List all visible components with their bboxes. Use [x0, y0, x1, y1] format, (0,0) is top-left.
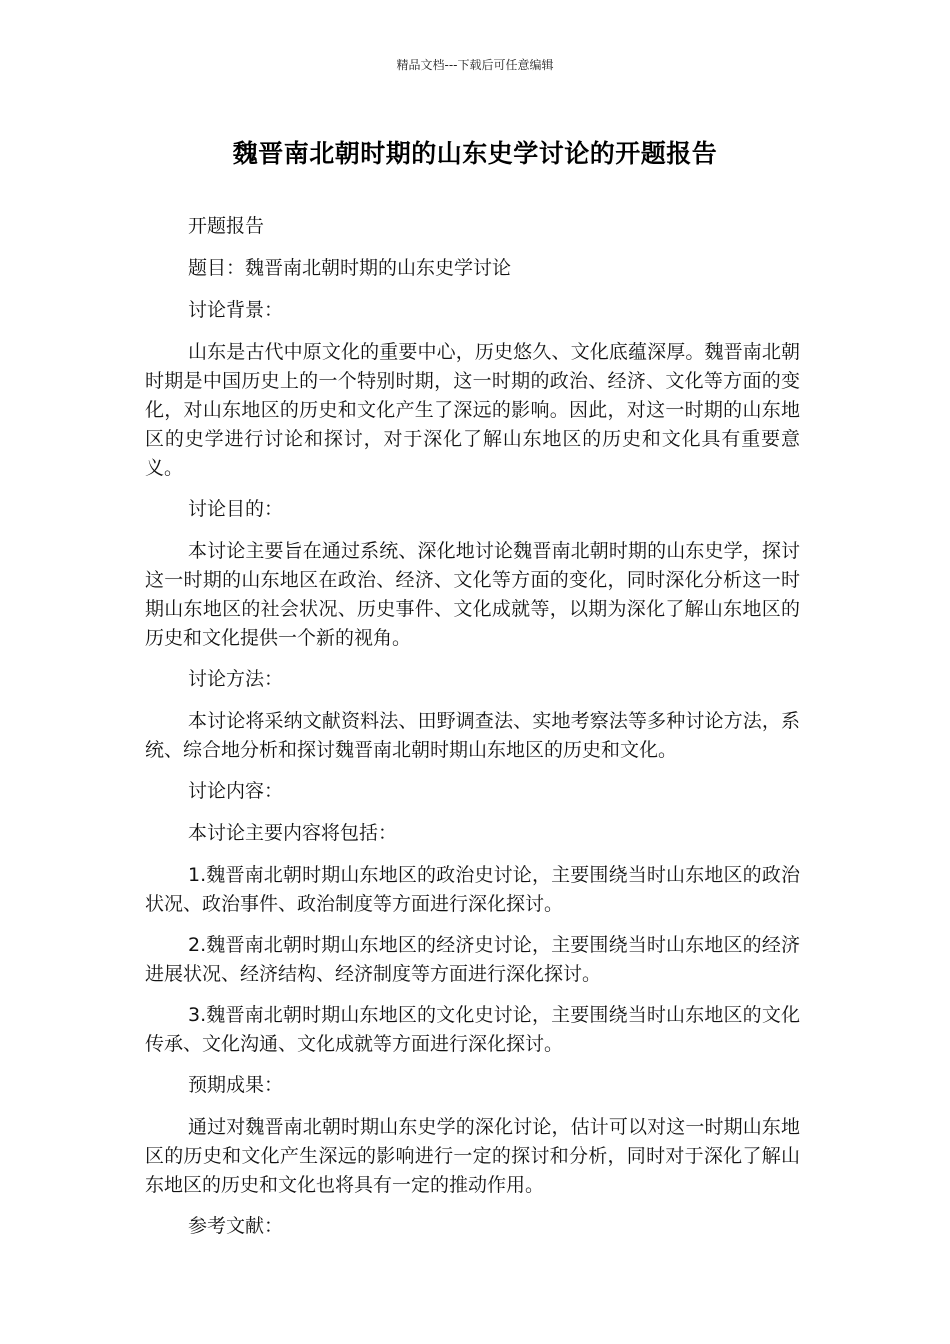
- content-item-2: 2.魏晋南北朝时期山东地区的经济史讨论，主要围绕当时山东地区的经济进展状况、经济结构、经济制度等方面进行深化探讨。: [145, 934, 800, 985]
- section-heading-report: 开题报告: [188, 215, 265, 237]
- section-heading-method: 讨论方法：: [188, 668, 284, 690]
- topic-line: 题目：魏晋南北朝时期的山东史学讨论: [188, 257, 512, 279]
- document-body: [145, 212, 800, 1254]
- section-heading-background: 讨论背景：: [188, 299, 284, 321]
- section-heading-results: 预期成果：: [188, 1074, 284, 1096]
- method-paragraph: 本讨论将采纳文献资料法、田野调查法、实地考察法等多种讨论方法，系统、综合地分析和探讨魏晋南北朝时期山东地区的历史和文化。: [145, 710, 800, 761]
- section-heading-references: 参考文献：: [188, 1215, 284, 1237]
- content-item-1: 1.魏晋南北朝时期山东地区的政治史讨论，主要围绕当时山东地区的政治状况、政治事件、政治制度等方面进行深化探讨。: [145, 864, 800, 915]
- header-note: 精品文档---下载后可任意编辑: [396, 58, 554, 72]
- background-paragraph: 山东是古代中原文化的重要中心，历史悠久、文化底蕴深厚。魏晋南北朝时期是中国历史上的一个特别时期，这一时期的政治、经济、文化等方面的变化，对山东地区的历史和文化产生了深远的影响。因此，对这一时期的山东地区的史学进行讨论和探讨，对于深化了解山东地区的历史和文化具有重要意义。: [145, 341, 800, 479]
- section-heading-content: 讨论内容：: [188, 780, 284, 802]
- results-paragraph: 通过对魏晋南北朝时期山东史学的深化讨论，估计可以对这一时期山东地区的历史和文化产生深远的影响进行一定的探讨和分析，同时对于深化了解山东地区的历史和文化也将具有一定的推动作用。: [145, 1116, 800, 1196]
- content-intro: 本讨论主要内容将包括：: [188, 822, 398, 844]
- section-heading-purpose: 讨论目的：: [188, 498, 284, 520]
- content-item-3: 3.魏晋南北朝时期山东地区的文化史讨论，主要围绕当时山东地区的文化传承、文化沟通、文化成就等方面进行深化探讨。: [145, 1004, 800, 1055]
- document-title: 魏晋南北朝时期的山东史学讨论的开题报告: [232, 139, 718, 168]
- purpose-paragraph: 本讨论主要旨在通过系统、深化地讨论魏晋南北朝时期的山东史学，探讨这一时期的山东地区在政治、经济、文化等方面的变化，同时深化分析这一时期山东地区的社会状况、历史事件、文化成就等，以期为深化了解山东地区的历史和文化提供一个新的视角。: [145, 540, 800, 649]
